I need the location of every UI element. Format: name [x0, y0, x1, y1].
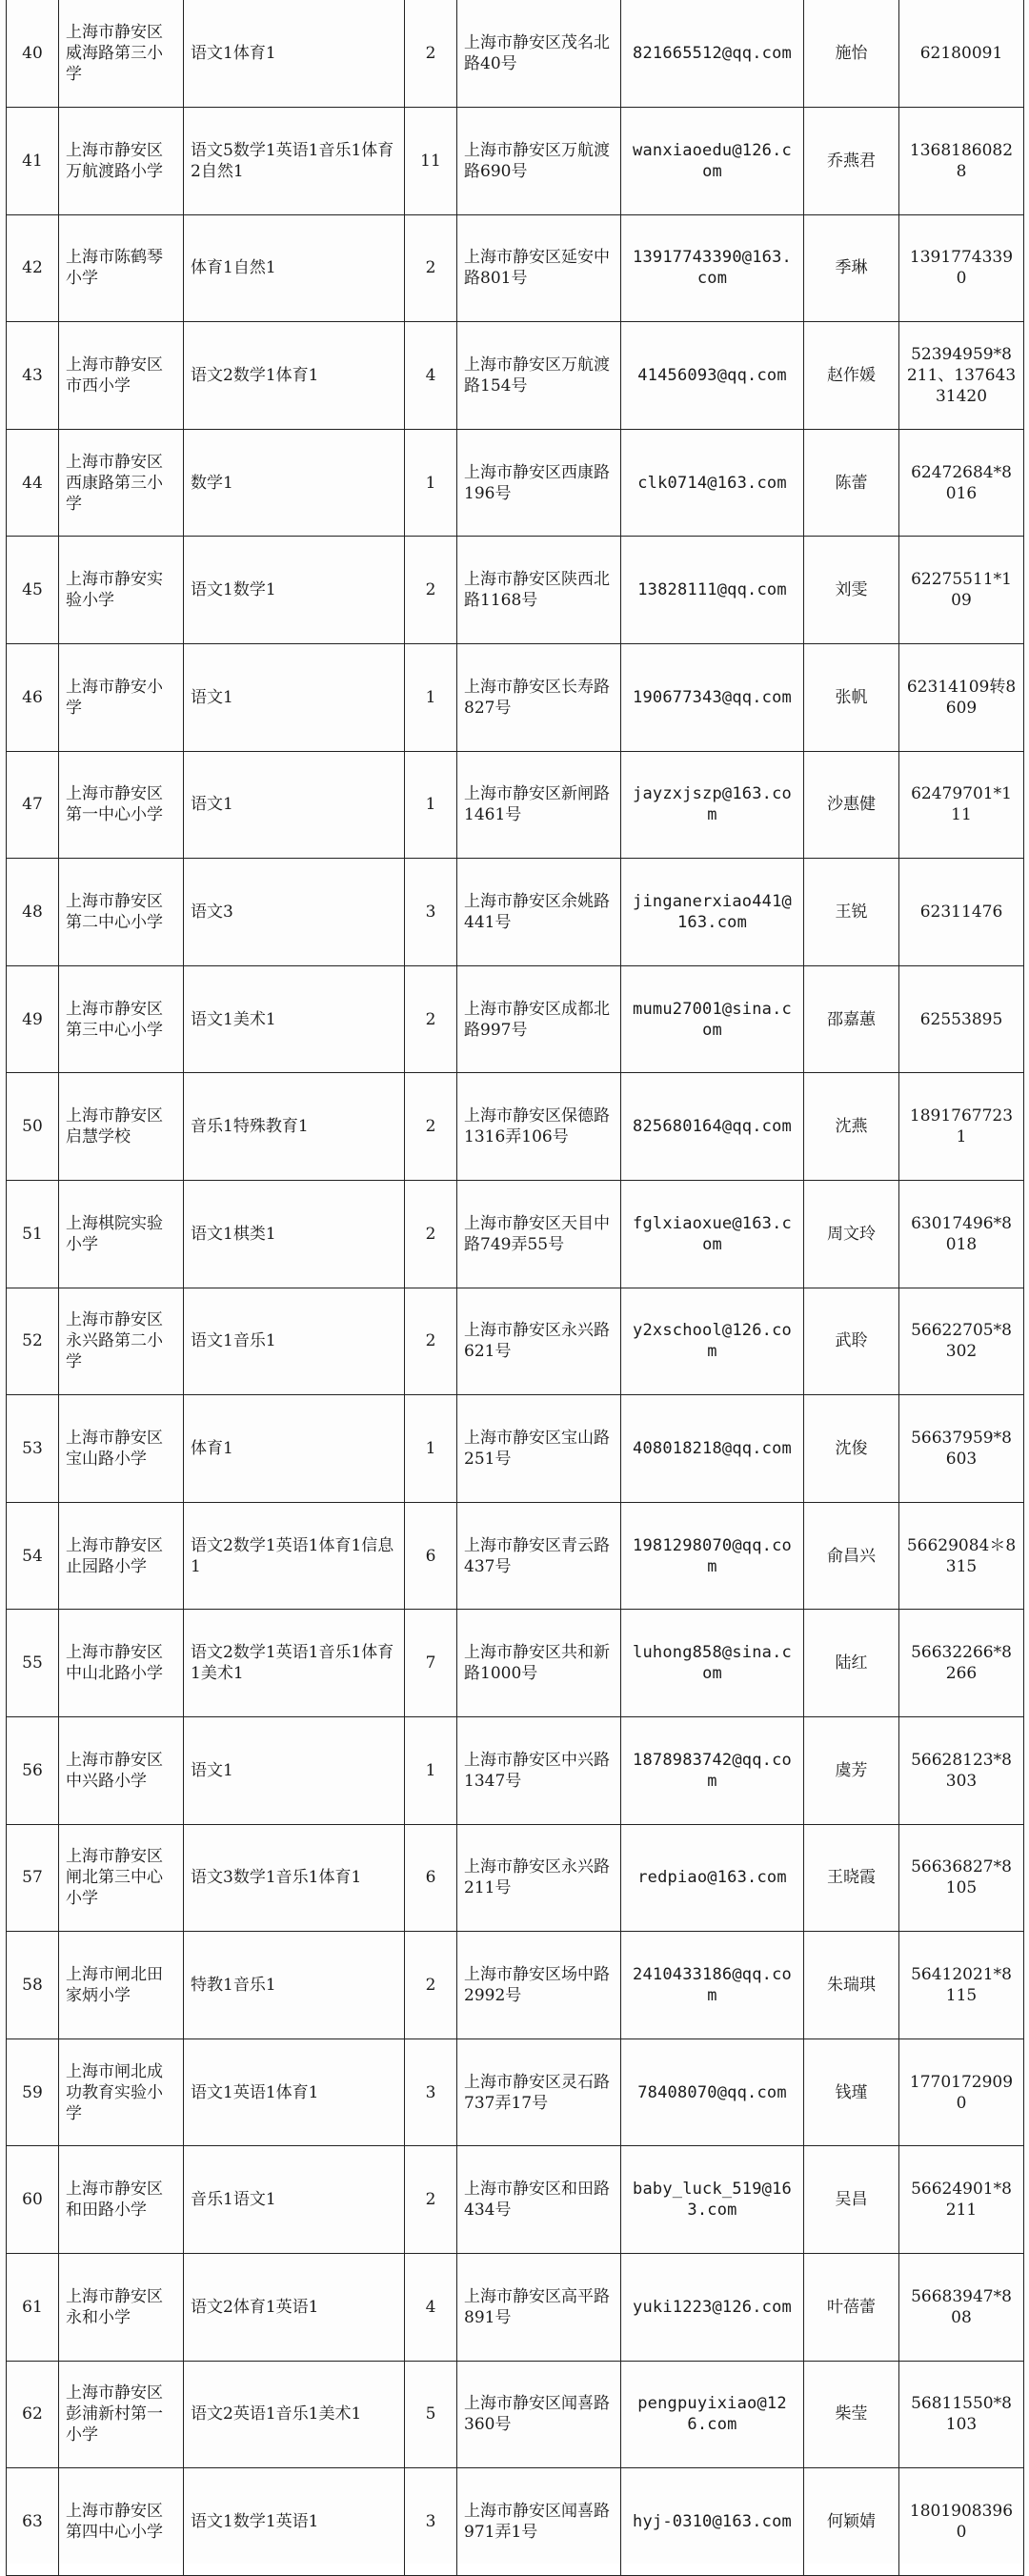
subject-positions: 音乐1语文1: [184, 2146, 405, 2254]
school-address: 上海市静安区灵石路737弄17号: [457, 2038, 621, 2146]
contact-email: hyj-0310@163.com: [621, 2468, 804, 2576]
table-row: [7, 1395, 1024, 1503]
contact-phone: 17701729090: [899, 2038, 1024, 2146]
contact-phone: 13681860828: [899, 108, 1024, 215]
contact-email: jayzxjszp@163.com: [621, 751, 804, 859]
school-address: 上海市静安区场中路2992号: [457, 1932, 621, 2039]
row-number: 51: [7, 1181, 59, 1288]
subject-positions: 语文2数学1英语1体育1信息1: [184, 1502, 405, 1610]
table-row: [7, 751, 1024, 859]
school-address: 上海市静安区陕西北路1168号: [457, 537, 621, 644]
contact-person: 叶蓓蕾: [804, 2253, 899, 2361]
row-number: 61: [7, 2253, 59, 2361]
school-name: 上海市静安区第一中心小学: [59, 751, 184, 859]
position-count: 2: [405, 214, 457, 322]
subject-positions: 语文1: [184, 1717, 405, 1825]
school-address: 上海市静安区宝山路251号: [457, 1395, 621, 1503]
contact-email: wanxiaoedu@126.com: [621, 108, 804, 215]
contact-person: 武聆: [804, 1288, 899, 1395]
row-number: 41: [7, 108, 59, 215]
subject-positions: 语文1: [184, 751, 405, 859]
table-row: [7, 1288, 1024, 1395]
row-number: 46: [7, 644, 59, 752]
row-number: 45: [7, 537, 59, 644]
table-body: [7, 0, 1024, 2575]
row-number: 60: [7, 2146, 59, 2254]
contact-phone: 63017496*8018: [899, 1181, 1024, 1288]
contact-person: 钱瑾: [804, 2038, 899, 2146]
table-row: [7, 214, 1024, 322]
school-address: 上海市静安区闻喜路360号: [457, 2361, 621, 2468]
table-row: [7, 1502, 1024, 1610]
contact-email: 13828111@qq.com: [621, 537, 804, 644]
subject-positions: 体育1: [184, 1395, 405, 1503]
school-address: 上海市静安区延安中路801号: [457, 214, 621, 322]
contact-email: 821665512@qq.com: [621, 0, 804, 108]
position-count: 4: [405, 322, 457, 430]
school-name: 上海市静安区宝山路小学: [59, 1395, 184, 1503]
school-name: 上海市静安区闸北第三中心小学: [59, 1824, 184, 1932]
position-count: 5: [405, 2361, 457, 2468]
subject-positions: 体育1自然1: [184, 214, 405, 322]
contact-person: 陆红: [804, 1610, 899, 1717]
school-address: 上海市静安区天目中路749弄55号: [457, 1181, 621, 1288]
row-number: 42: [7, 214, 59, 322]
contact-phone: 56628123*8303: [899, 1717, 1024, 1825]
contact-person: 柴莹: [804, 2361, 899, 2468]
table-row: [7, 1824, 1024, 1932]
row-number: 50: [7, 1073, 59, 1181]
position-count: 2: [405, 0, 457, 108]
table-row: [7, 2468, 1024, 2576]
contact-person: 乔燕君: [804, 108, 899, 215]
row-number: 55: [7, 1610, 59, 1717]
contact-person: 施怡: [804, 0, 899, 108]
contact-email: pengpuyixiao@126.com: [621, 2361, 804, 2468]
school-name: 上海市静安区西康路第三小学: [59, 429, 184, 537]
contact-person: 王锐: [804, 859, 899, 966]
school-address: 上海市静安区万航渡路690号: [457, 108, 621, 215]
contact-person: 季琳: [804, 214, 899, 322]
contact-phone: 56412021*8115: [899, 1932, 1024, 2039]
position-count: 4: [405, 2253, 457, 2361]
position-count: 2: [405, 1932, 457, 2039]
subject-positions: 语文1体育1: [184, 0, 405, 108]
subject-positions: 音乐1特殊教育1: [184, 1073, 405, 1181]
contact-phone: 62479701*111: [899, 751, 1024, 859]
contact-email: 78408070@qq.com: [621, 2038, 804, 2146]
contact-email: baby_luck_519@163.com: [621, 2146, 804, 2254]
school-address: 上海市静安区长寿路827号: [457, 644, 621, 752]
school-address: 上海市静安区高平路891号: [457, 2253, 621, 2361]
contact-person: 陈蕾: [804, 429, 899, 537]
contact-email: y2xschool@126.com: [621, 1288, 804, 1395]
subject-positions: 语文2英语1音乐1美术1: [184, 2361, 405, 2468]
subject-positions: 语文1数学1英语1: [184, 2468, 405, 2576]
contact-email: 408018218@qq.com: [621, 1395, 804, 1503]
table-row: [7, 965, 1024, 1073]
contact-email: 825680164@qq.com: [621, 1073, 804, 1181]
contact-person: 虞芳: [804, 1717, 899, 1825]
position-count: 11: [405, 108, 457, 215]
school-name: 上海市静安小学: [59, 644, 184, 752]
position-count: 2: [405, 1073, 457, 1181]
contact-person: 沈俊: [804, 1395, 899, 1503]
table-row: [7, 1181, 1024, 1288]
table-row: [7, 1717, 1024, 1825]
contact-person: 邵嘉蕙: [804, 965, 899, 1073]
position-count: 2: [405, 1181, 457, 1288]
row-number: 56: [7, 1717, 59, 1825]
contact-phone: 62472684*8016: [899, 429, 1024, 537]
row-number: 62: [7, 2361, 59, 2468]
row-number: 58: [7, 1932, 59, 2039]
row-number: 49: [7, 965, 59, 1073]
contact-phone: 62275511*109: [899, 537, 1024, 644]
contact-phone: 56637959*8603: [899, 1395, 1024, 1503]
school-name: 上海市静安区彭浦新村第一小学: [59, 2361, 184, 2468]
contact-phone: 56622705*8302: [899, 1288, 1024, 1395]
position-count: 1: [405, 1395, 457, 1503]
contact-person: 吴昌: [804, 2146, 899, 2254]
row-number: 59: [7, 2038, 59, 2146]
school-name: 上海市陈鹤琴小学: [59, 214, 184, 322]
contact-email: fglxiaoxue@163.com: [621, 1181, 804, 1288]
subject-positions: 数学1: [184, 429, 405, 537]
position-count: 1: [405, 751, 457, 859]
school-address: 上海市静安区茂名北路40号: [457, 0, 621, 108]
table-row: [7, 2253, 1024, 2361]
contact-phone: 13917743390: [899, 214, 1024, 322]
position-count: 2: [405, 1288, 457, 1395]
subject-positions: 语文1: [184, 644, 405, 752]
school-name: 上海市静安区永和小学: [59, 2253, 184, 2361]
contact-person: 朱瑞琪: [804, 1932, 899, 2039]
contact-email: jinganerxiao441@163.com: [621, 859, 804, 966]
contact-phone: 62553895: [899, 965, 1024, 1073]
position-count: 6: [405, 1824, 457, 1932]
school-recruitment-table: [6, 0, 1024, 2576]
row-number: 44: [7, 429, 59, 537]
subject-positions: 特教1音乐1: [184, 1932, 405, 2039]
table-row: [7, 429, 1024, 537]
contact-email: 190677343@qq.com: [621, 644, 804, 752]
school-name: 上海市静安区第四中心小学: [59, 2468, 184, 2576]
school-address: 上海市静安区闻喜路971弄1号: [457, 2468, 621, 2576]
subject-positions: 语文3: [184, 859, 405, 966]
contact-person: 刘雯: [804, 537, 899, 644]
school-address: 上海市静安区保德路1316弄106号: [457, 1073, 621, 1181]
contact-phone: 56632266*8266: [899, 1610, 1024, 1717]
school-name: 上海市静安区第三中心小学: [59, 965, 184, 1073]
table-row: [7, 537, 1024, 644]
contact-phone: 18917677231: [899, 1073, 1024, 1181]
contact-email: 41456093@qq.com: [621, 322, 804, 430]
contact-person: 俞昌兴: [804, 1502, 899, 1610]
table-row: [7, 322, 1024, 430]
position-count: 2: [405, 2146, 457, 2254]
contact-email: 1981298070@qq.com: [621, 1502, 804, 1610]
row-number: 54: [7, 1502, 59, 1610]
contact-email: redpiao@163.com: [621, 1824, 804, 1932]
school-name: 上海市静安区中山北路小学: [59, 1610, 184, 1717]
school-address: 上海市静安区成都北路997号: [457, 965, 621, 1073]
position-count: 1: [405, 429, 457, 537]
position-count: 3: [405, 859, 457, 966]
table-row: [7, 2146, 1024, 2254]
table-row: [7, 2038, 1024, 2146]
table-row: [7, 2361, 1024, 2468]
school-name: 上海市静安实验小学: [59, 537, 184, 644]
table-row: [7, 859, 1024, 966]
contact-person: 王晓霞: [804, 1824, 899, 1932]
school-name: 上海市静安区威海路第三小学: [59, 0, 184, 108]
school-address: 上海市静安区永兴路621号: [457, 1288, 621, 1395]
contact-phone: 56811550*8103: [899, 2361, 1024, 2468]
contact-phone: 56629084＊8315: [899, 1502, 1024, 1610]
row-number: 63: [7, 2468, 59, 2576]
contact-email: luhong858@sina.com: [621, 1610, 804, 1717]
position-count: 2: [405, 965, 457, 1073]
position-count: 1: [405, 1717, 457, 1825]
contact-email: yuki1223@126.com: [621, 2253, 804, 2361]
subject-positions: 语文2数学1英语1音乐1体育1美术1: [184, 1610, 405, 1717]
contact-phone: 56624901*8211: [899, 2146, 1024, 2254]
subject-positions: 语文5数学1英语1音乐1体育2自然1: [184, 108, 405, 215]
contact-phone: 18019083960: [899, 2468, 1024, 2576]
school-name: 上海市静安区和田路小学: [59, 2146, 184, 2254]
contact-person: 沙惠健: [804, 751, 899, 859]
contact-email: clk0714@163.com: [621, 429, 804, 537]
position-count: 2: [405, 537, 457, 644]
contact-person: 赵作媛: [804, 322, 899, 430]
school-address: 上海市静安区和田路434号: [457, 2146, 621, 2254]
position-count: 3: [405, 2038, 457, 2146]
school-name: 上海市静安区启慧学校: [59, 1073, 184, 1181]
subject-positions: 语文1音乐1: [184, 1288, 405, 1395]
row-number: 48: [7, 859, 59, 966]
school-address: 上海市静安区永兴路211号: [457, 1824, 621, 1932]
school-address: 上海市静安区青云路437号: [457, 1502, 621, 1610]
contact-person: 张帆: [804, 644, 899, 752]
subject-positions: 语文2体育1英语1: [184, 2253, 405, 2361]
contact-person: 沈燕: [804, 1073, 899, 1181]
contact-email: 1878983742@qq.com: [621, 1717, 804, 1825]
contact-email: 13917743390@163.com: [621, 214, 804, 322]
row-number: 57: [7, 1824, 59, 1932]
table-row: [7, 644, 1024, 752]
contact-person: 何颖婧: [804, 2468, 899, 2576]
contact-phone: 62311476: [899, 859, 1024, 966]
contact-phone: 52394959*8211、13764331420: [899, 322, 1024, 430]
subject-positions: 语文2数学1体育1: [184, 322, 405, 430]
table-row: [7, 1073, 1024, 1181]
row-number: 52: [7, 1288, 59, 1395]
contact-person: 周文玲: [804, 1181, 899, 1288]
subject-positions: 语文1数学1: [184, 537, 405, 644]
position-count: 1: [405, 644, 457, 752]
contact-phone: 62314109转8609: [899, 644, 1024, 752]
subject-positions: 语文1美术1: [184, 965, 405, 1073]
contact-email: mumu27001@sina.com: [621, 965, 804, 1073]
subject-positions: 语文1英语1体育1: [184, 2038, 405, 2146]
school-name: 上海市静安区止园路小学: [59, 1502, 184, 1610]
row-number: 53: [7, 1395, 59, 1503]
contact-email: 2410433186@qq.com: [621, 1932, 804, 2039]
school-name: 上海市闸北成功教育实验小学: [59, 2038, 184, 2146]
school-address: 上海市静安区新闸路1461号: [457, 751, 621, 859]
subject-positions: 语文3数学1音乐1体育1: [184, 1824, 405, 1932]
position-count: 3: [405, 2468, 457, 2576]
contact-phone: 62180091: [899, 0, 1024, 108]
table-row: [7, 0, 1024, 108]
subject-positions: 语文1棋类1: [184, 1181, 405, 1288]
school-address: 上海市静安区西康路196号: [457, 429, 621, 537]
school-name: 上海棋院实验小学: [59, 1181, 184, 1288]
school-address: 上海市静安区共和新路1000号: [457, 1610, 621, 1717]
school-name: 上海市静安区市西小学: [59, 322, 184, 430]
school-name: 上海市静安区中兴路小学: [59, 1717, 184, 1825]
school-address: 上海市静安区中兴路1347号: [457, 1717, 621, 1825]
table-row: [7, 1610, 1024, 1717]
position-count: 7: [405, 1610, 457, 1717]
contact-phone: 56636827*8105: [899, 1824, 1024, 1932]
contact-phone: 56683947*808: [899, 2253, 1024, 2361]
school-address: 上海市静安区余姚路441号: [457, 859, 621, 966]
table-row: [7, 108, 1024, 215]
row-number: 43: [7, 322, 59, 430]
school-name: 上海市静安区第二中心小学: [59, 859, 184, 966]
school-address: 上海市静安区万航渡路154号: [457, 322, 621, 430]
table-row: [7, 1932, 1024, 2039]
row-number: 40: [7, 0, 59, 108]
school-name: 上海市闸北田家炳小学: [59, 1932, 184, 2039]
row-number: 47: [7, 751, 59, 859]
school-name: 上海市静安区永兴路第二小学: [59, 1288, 184, 1395]
school-name: 上海市静安区万航渡路小学: [59, 108, 184, 215]
position-count: 6: [405, 1502, 457, 1610]
